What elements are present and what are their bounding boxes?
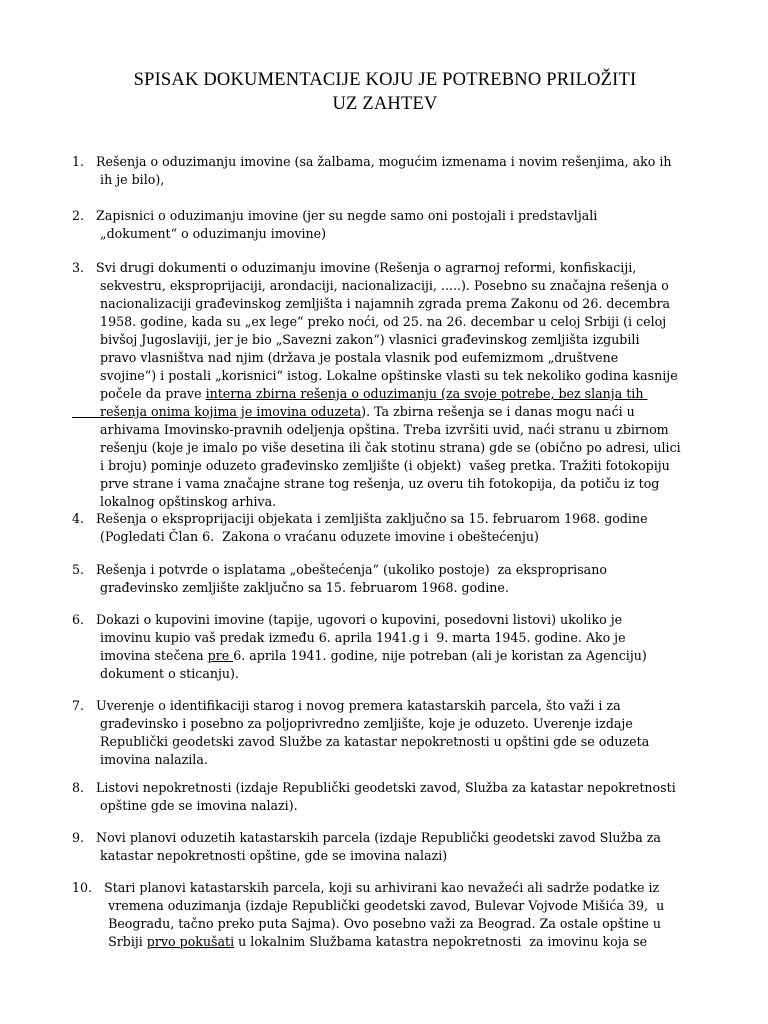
item-line: sekvestru, eksproprijaciji, arondaciji, nacionalizaciji, .....). Posebno su značajna rešenja o	[72, 279, 669, 294]
item-text: u lokalnim Službama katastra nepokretnosti za imovinu koja se	[234, 935, 648, 950]
item-text: počele da prave	[72, 387, 206, 402]
underlined-text: prvo pokušati	[146, 935, 235, 950]
list-item-5	[72, 562, 607, 598]
list-item-6	[72, 612, 647, 684]
list-item-8	[72, 780, 676, 816]
item-line: opštine gde se imovina nalazi).	[72, 799, 298, 814]
item-line: 4. Rešenja o eksproprijaciji objekata i zemljišta zaključno sa 15. februarom 1968. godine	[72, 512, 648, 527]
item-line: rešenju (koje je imalo po više desetina ili čak stotinu strana) gde se (obično po adresi, ulici	[72, 441, 681, 456]
item-line: Republički geodetski zavod Službe za katastar nepokretnosti u opštini gde se oduzeta	[72, 735, 650, 750]
item-line: bivšoj Jugoslaviji, jer je bio „Savezni zakon“) vlasnici građevinskog zemljišta izgubili	[72, 333, 640, 348]
item-line: 10. Stari planovi katastarskih parcela, koji su arhivirani kao nevažeći ali sadrže podatke iz	[72, 881, 660, 896]
item-line: prve strane i vama značajne strane tog rešenja, uz overu tih fotokopija, da potiču iz tog	[72, 477, 660, 492]
item-text: ). Ta zbirna rešenja se i danas mogu naći u	[361, 405, 635, 420]
item-line: imovina nalazila.	[72, 753, 208, 768]
underlined-text: interna zbirna rešenja o oduzimanju (za svoje potrebe, bez slanja tih	[205, 387, 648, 402]
item-line	[72, 648, 647, 666]
item-text: 6. aprila 1941. godine, nije potreban (ali je koristan za Agenciju)	[233, 649, 647, 664]
item-line: svojine“) i postali „korisnici“ istog. Lokalne opštinske vlasti su tek nekoliko godina kasnije	[72, 369, 678, 384]
item-line: 3. Svi drugi dokumenti o oduzimanju imovine (Rešenja o agrarnoj reformi, konfiskaciji,	[72, 261, 637, 276]
document-title	[60, 68, 710, 116]
item-line: 6. Dokazi o kupovini imovine (tapije, ugovori o kupovini, posedovni listovi) ukoliko je	[72, 613, 623, 628]
item-line: Beogradu, tačno preko puta Sajma). Ovo posebno važi za Beograd. Za ostale opštine u	[72, 917, 662, 932]
item-text: Srbiji	[72, 935, 147, 950]
underlined-text: pre	[207, 649, 234, 664]
item-line: građevinsko zemljište zaključno sa 15. februarom 1968. godine.	[72, 581, 509, 596]
item-line: „dokument“ o oduzimanju imovine)	[72, 227, 327, 242]
underlined-text: rešenja onima kojima je imovina oduzeta	[72, 405, 362, 420]
title-line-2: UZ ZAHTEV	[332, 94, 438, 114]
item-line: 5. Rešenja i potvrde o isplatama „obeštećenja“ (ukoliko postoje) za eksproprisano	[72, 563, 607, 578]
item-line: nacionalizaciji građevinskog zemljišta i najamnih zgrada prema Zakonu od 26. decembra	[72, 297, 671, 312]
list-item-1	[72, 154, 672, 190]
item-line	[72, 934, 664, 952]
item-line: 1958. godine, kada su „ex lege“ preko noći, od 25. na 26. decembar u celoj Srbiji (i celoj	[72, 315, 667, 330]
item-line: 1. Rešenja o oduzimanju imovine (sa žalbama, mogućim izmenama i novim rešenjima, ako ih	[72, 155, 672, 170]
item-line	[72, 404, 681, 422]
list-item-4	[72, 511, 648, 547]
list-item-9	[72, 830, 661, 866]
list-item-10	[72, 880, 664, 952]
list-item-7	[72, 698, 649, 770]
item-line: 7. Uverenje o identifikaciji starog i novog premera katastarskih parcela, što važi i za	[72, 699, 621, 714]
item-line: i broju) pominje oduzeto građevinsko zemljište (i objekt) vašeg pretka. Tražiti fotokopiju	[72, 459, 670, 474]
item-line: 8. Listovi nepokretnosti (izdaje Republički geodetski zavod, Služba za katastar nepokretnosti	[72, 781, 676, 796]
item-line: građevinsko i posebno za poljoprivredno zemljište, koje je oduzeto. Uverenje izdaje	[72, 717, 633, 732]
list-item-2	[72, 208, 597, 244]
title-line-1: SPISAK DOKUMENTACIJE KOJU JE POTREBNO PRILOŽITI	[133, 70, 637, 90]
item-line: ih je bilo),	[72, 173, 165, 188]
item-line: arhivama Imovinsko-pravnih odeljenja opština. Treba izvršiti uvid, naći stranu u zbirnom	[72, 423, 669, 438]
item-line: imovinu kupio vaš predak između 6. aprila 1941.g i 9. marta 1945. godine. Ako je	[72, 631, 626, 646]
item-line	[72, 386, 681, 404]
item-line: katastar nepokretnosti opštine, gde se imovina nalazi)	[72, 849, 448, 864]
list-item-3	[72, 260, 681, 512]
item-line: 9. Novi planovi oduzetih katastarskih parcela (izdaje Republički geodetski zavod Služba za	[72, 831, 661, 846]
item-line: pravo vlasništva nad njim (država je postala vlasnik pod eufemizmom „društvene	[72, 351, 619, 366]
item-line: (Pogledati Član 6. Zakona o vraćanu oduzete imovine i obeštećenju)	[72, 530, 539, 545]
item-line: vremena oduzimanja (izdaje Republički geodetski zavod, Bulevar Vojvode Mišića 39, u	[72, 899, 665, 914]
item-line: 2. Zapisnici o oduzimanju imovine (jer su negde samo oni postojali i predstavljali	[72, 209, 598, 224]
item-line: lokalnog opštinskog arhiva.	[72, 495, 277, 510]
item-text: imovina stečena	[72, 649, 208, 664]
item-line: dokument o sticanju).	[72, 667, 239, 682]
